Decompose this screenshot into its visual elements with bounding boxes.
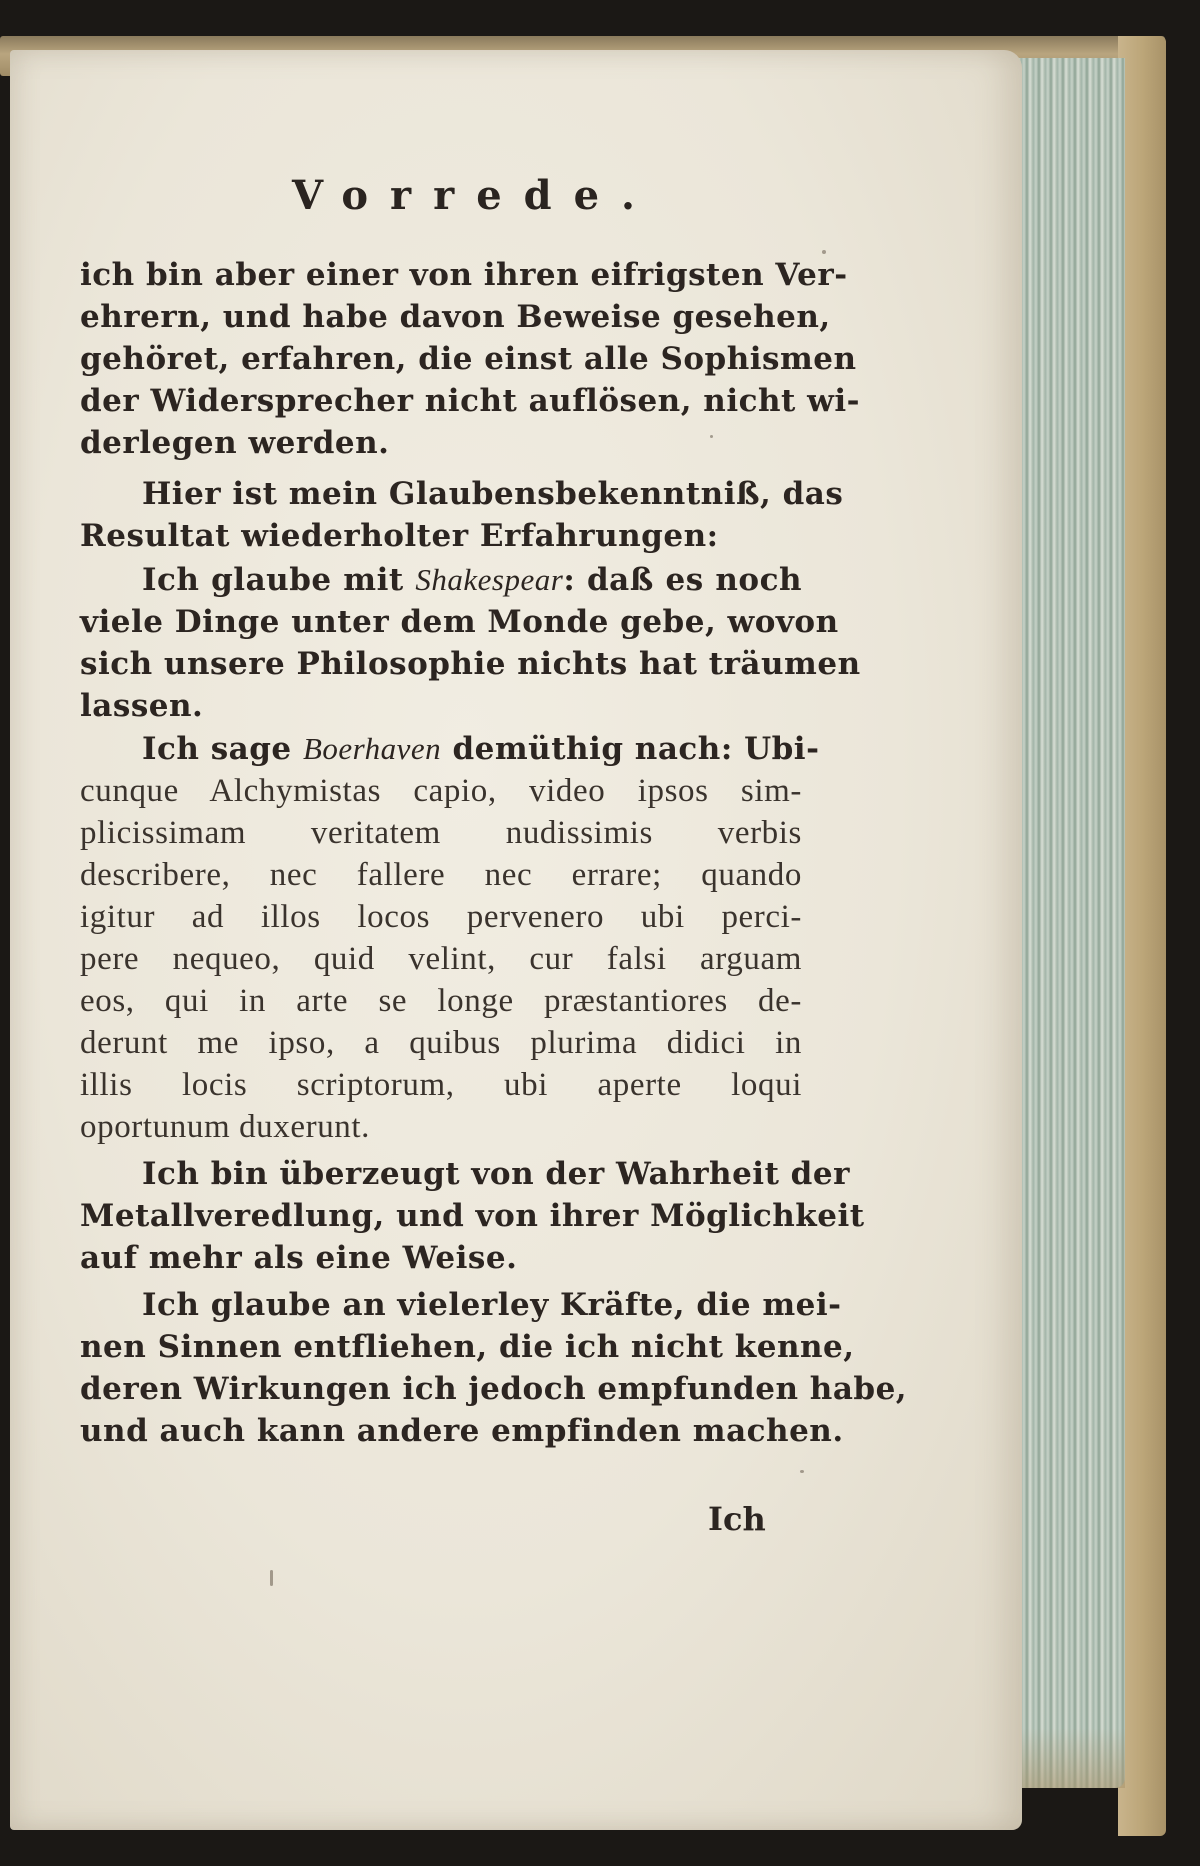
text-segment: Ich bin überzeugt von der Wahrheit der [142, 1156, 850, 1192]
text-segment: Hier ist mein Glaubensbekenntniß, das [142, 476, 844, 512]
text-line [80, 295, 831, 339]
text-segment: sich unsere Philosophie nichts hat träumen [80, 646, 861, 682]
text-segment: lassen. [80, 688, 204, 724]
text-line [80, 642, 861, 686]
text-line [80, 1236, 802, 1280]
paper-speck [270, 1570, 273, 1586]
text-segment: Metallveredlung, und von ihrer Möglichkeit [80, 1198, 865, 1234]
book-cover-right-board [1118, 36, 1166, 1836]
text-segment: Resultat wiederholter Erfahrungen: [80, 518, 719, 554]
text-line [80, 514, 802, 558]
text-segment: eos, qui in arte se longe præstantiores de- [80, 983, 802, 1019]
text-line [80, 769, 802, 813]
text-line [80, 1367, 908, 1411]
text-segment: : daß es noch [563, 562, 802, 598]
text-segment: Ich sage [142, 731, 303, 767]
text-segment: plicissimam veritatem nudissimis verbis [80, 815, 802, 851]
text-segment: derlegen werden. [80, 425, 390, 461]
text-segment: gehöret, erfahren, die einst alle Sophismen [80, 341, 857, 377]
text-segment: auf mehr als eine Weise. [80, 1240, 518, 1276]
text-line [80, 253, 848, 297]
text-line [142, 727, 820, 771]
text-line [80, 979, 802, 1023]
text-line [80, 811, 802, 855]
text-line [80, 895, 802, 939]
text-line [80, 1194, 865, 1238]
text-line [80, 853, 802, 897]
text-line [142, 1152, 850, 1196]
text-segment: der Widersprecher nicht auflösen, nicht wi- [80, 383, 860, 419]
text-segment: derunt me ipso, a quibus plurima didici in [80, 1025, 802, 1061]
text-segment: Ich glaube an vielerley Kräfte, die mei- [142, 1287, 842, 1323]
paper-speck [800, 1470, 804, 1473]
text-segment: demüthig nach: Ubi- [441, 731, 820, 767]
text-line [80, 1325, 855, 1369]
text-segment: oportunum duxerunt. [80, 1109, 371, 1145]
paper-speck [822, 250, 826, 254]
text-segment: cunque Alchymistas capio, video ipsos sim- [80, 773, 802, 809]
italic-name: Boerhaven [302, 731, 442, 766]
text-line [80, 937, 802, 981]
text-line [80, 379, 860, 423]
text-line [80, 1105, 802, 1149]
text-segment: deren Wirkungen ich jedoch empfunden habe, [80, 1371, 908, 1407]
text-segment: illis locis scriptorum, ubi aperte loqui [80, 1067, 802, 1103]
text-line [80, 1063, 802, 1107]
text-line [80, 1409, 844, 1453]
text-segment: ich bin aber einer von ihren eifrigsten Ver- [80, 257, 848, 293]
text-segment: igitur ad illos locos pervenero ubi perci- [80, 899, 802, 935]
italic-name: Shakespear [415, 562, 564, 597]
text-segment: Ich glaube mit [142, 562, 416, 598]
text-segment: pere nequeo, quid velint, cur falsi arguam [80, 941, 802, 977]
text-line [80, 1021, 802, 1065]
catchword: Ich [708, 1500, 766, 1538]
text-line [142, 1283, 842, 1327]
running-head: Vorrede. [292, 172, 657, 219]
text-line [80, 337, 857, 381]
text-line [80, 600, 839, 644]
text-segment: und auch kann andere empfinden machen. [80, 1413, 844, 1449]
text-line [80, 421, 802, 465]
text-line [80, 684, 802, 728]
text-segment: viele Dinge unter dem Monde gebe, wovon [80, 604, 839, 640]
text-segment: ehrern, und habe davon Beweise gesehen, [80, 299, 831, 335]
text-segment: describere, nec fallere nec errare; quando [80, 857, 802, 893]
text-line [142, 472, 844, 516]
text-line [142, 558, 802, 602]
text-segment: nen Sinnen entfliehen, die ich nicht kenne, [80, 1329, 855, 1365]
